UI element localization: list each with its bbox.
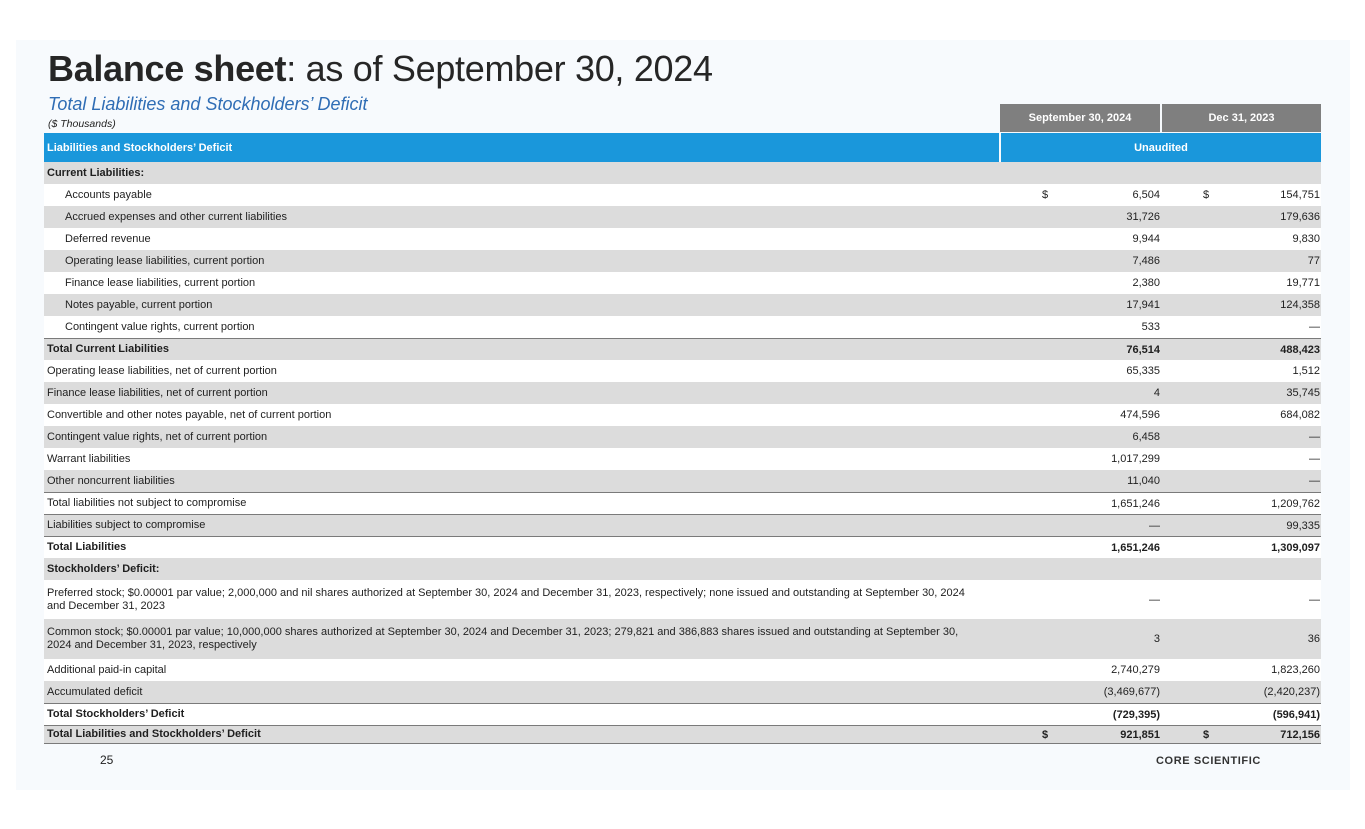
value-2024: 474,596 bbox=[1120, 409, 1160, 421]
value-2023: 154,751 bbox=[1280, 189, 1320, 201]
balance-sheet-table bbox=[44, 133, 1321, 744]
row-label: Preferred stock; $0.00001 par value; 2,000,000 and nil shares authorized at September 30, 2024 and December 31, 2023, respectively; none issued and outstanding at September 30, 2024 and December 31, 2023 bbox=[47, 586, 965, 612]
row-label: Contingent value rights, current portion bbox=[65, 320, 255, 333]
value-2023: 1,309,097 bbox=[1271, 541, 1320, 554]
table-row bbox=[44, 426, 1321, 448]
table-row bbox=[44, 659, 1321, 681]
table-row bbox=[44, 681, 1321, 703]
table-row bbox=[44, 228, 1321, 250]
value-2024: 1,017,299 bbox=[1111, 453, 1160, 465]
value-2023: 1,512 bbox=[1292, 365, 1320, 377]
value-2023: 1,209,762 bbox=[1271, 497, 1320, 510]
value-2023: 77 bbox=[1307, 255, 1320, 267]
table-row bbox=[44, 580, 1321, 619]
row-label: Accrued expenses and other current liabilities bbox=[65, 210, 287, 223]
value-2023: (596,941) bbox=[1272, 708, 1320, 721]
row-label: Liabilities subject to compromise bbox=[47, 519, 206, 531]
row-label: Convertible and other notes payable, net of current portion bbox=[47, 408, 332, 421]
table-row bbox=[44, 294, 1321, 316]
value-2023: 36 bbox=[1307, 633, 1320, 645]
table-row bbox=[44, 514, 1321, 536]
company-logo: CORE SCIENTIFIC bbox=[1156, 755, 1261, 767]
row-label: Contingent value rights, net of current portion bbox=[47, 430, 268, 443]
table-row bbox=[44, 703, 1321, 725]
value-2024: 6,458 bbox=[1132, 431, 1160, 443]
units-note: ($ Thousands) bbox=[48, 118, 116, 130]
value-2023: 179,636 bbox=[1280, 211, 1320, 223]
value-2024: 2,380 bbox=[1132, 277, 1160, 289]
column-header-sep-2024: September 30, 2024 bbox=[1000, 104, 1160, 132]
table-row bbox=[44, 558, 1321, 580]
value-2024: 76,514 bbox=[1126, 343, 1160, 356]
value-2023: — bbox=[1309, 475, 1320, 487]
row-label: Additional paid-in capital bbox=[47, 663, 167, 676]
value-2024: 11,040 bbox=[1127, 475, 1160, 487]
row-label: Accounts payable bbox=[65, 188, 152, 201]
table-row bbox=[44, 338, 1321, 360]
row-label: Total Liabilities and Stockholders’ Deficit bbox=[47, 728, 261, 740]
row-label: Warrant liabilities bbox=[47, 452, 131, 465]
table-row bbox=[44, 536, 1321, 558]
row-label: Operating lease liabilities, net of current portion bbox=[47, 364, 277, 377]
table-row bbox=[44, 272, 1321, 294]
row-label: Deferred revenue bbox=[65, 232, 151, 245]
value-2023: — bbox=[1309, 593, 1320, 606]
table-row bbox=[44, 206, 1321, 228]
unaudited-label: Unaudited bbox=[1134, 141, 1188, 154]
value-2023: (2,420,237) bbox=[1263, 686, 1320, 698]
value-2024: 9,944 bbox=[1132, 233, 1160, 245]
column-header-dec-2023: Dec 31, 2023 bbox=[1162, 104, 1321, 132]
value-2024: 3 bbox=[1153, 633, 1160, 645]
value-2023: 124,358 bbox=[1280, 299, 1320, 311]
value-2023: 19,771 bbox=[1286, 277, 1320, 289]
row-label: Current Liabilities: bbox=[47, 166, 145, 179]
table-row bbox=[44, 470, 1321, 492]
row-label: Stockholders’ Deficit: bbox=[47, 562, 160, 575]
row-label: Accumulated deficit bbox=[47, 685, 143, 698]
row-label: Finance lease liabilities, net of current portion bbox=[47, 386, 268, 399]
value-2024: — bbox=[1149, 519, 1160, 532]
value-2023: — bbox=[1309, 321, 1320, 333]
slide bbox=[16, 40, 1350, 790]
value-2023: 9,830 bbox=[1292, 233, 1320, 245]
row-label: Total Liabilities bbox=[47, 541, 127, 553]
table-row bbox=[44, 725, 1321, 744]
value-2023: 99,335 bbox=[1286, 519, 1320, 532]
value-2024: 65,335 bbox=[1126, 365, 1160, 377]
value-2023: — bbox=[1309, 453, 1320, 465]
value-2023: 1,823,260 bbox=[1271, 664, 1320, 676]
value-2024: (3,469,677) bbox=[1103, 686, 1160, 698]
row-label: Common stock; $0.00001 par value; 10,000,000 shares authorized at September 30, 2024 and December 31, 2023; 279,821 and 386,883 shares issued and outstanding at September 30, 2024 and December 31, 2023, respectively bbox=[47, 626, 959, 651]
value-2024: 7,486 bbox=[1132, 255, 1160, 267]
value-2024: 921,851 bbox=[1120, 728, 1160, 741]
page-number: 25 bbox=[100, 753, 114, 767]
table-row bbox=[44, 250, 1321, 272]
value-2023: — bbox=[1309, 431, 1320, 443]
value-2023: 684,082 bbox=[1280, 409, 1320, 421]
dollar-sign-2023: $ bbox=[1203, 728, 1210, 741]
value-2024: — bbox=[1149, 593, 1160, 606]
value-2023: 488,423 bbox=[1280, 343, 1320, 356]
value-2024: 1,651,246 bbox=[1111, 541, 1160, 554]
table-row bbox=[44, 360, 1321, 382]
page-subtitle: Total Liabilities and Stockholders’ Deficit bbox=[48, 94, 368, 114]
table-row bbox=[44, 162, 1321, 184]
value-2024: 2,740,279 bbox=[1111, 664, 1160, 676]
table-row bbox=[44, 448, 1321, 470]
table-row bbox=[44, 619, 1321, 659]
value-2024: 533 bbox=[1141, 321, 1160, 333]
row-label: Other noncurrent liabilities bbox=[47, 474, 175, 487]
table-row bbox=[44, 382, 1321, 404]
value-2023: 712,156 bbox=[1280, 728, 1320, 741]
table-row bbox=[44, 404, 1321, 426]
row-label: Total liabilities not subject to compromise bbox=[47, 497, 247, 509]
value-2024: 1,651,246 bbox=[1111, 497, 1160, 510]
page-title: Balance sheet: as of September 30, 2024 bbox=[48, 48, 713, 89]
value-2024: (729,395) bbox=[1112, 708, 1160, 721]
table-row bbox=[44, 316, 1321, 338]
table-section-header bbox=[44, 133, 1321, 162]
row-label: Total Current Liabilities bbox=[47, 343, 170, 355]
value-2024: 17,941 bbox=[1126, 299, 1160, 311]
dollar-sign-2023: $ bbox=[1203, 189, 1210, 201]
row-label: Finance lease liabilities, current portion bbox=[65, 276, 256, 289]
dollar-sign-2024: $ bbox=[1042, 728, 1049, 741]
value-2023: 35,745 bbox=[1286, 387, 1320, 399]
row-label: Notes payable, current portion bbox=[65, 298, 213, 311]
section-header-label: Liabilities and Stockholders’ Deficit bbox=[47, 141, 233, 154]
table-row bbox=[44, 184, 1321, 206]
value-2024: 6,504 bbox=[1132, 189, 1160, 201]
table-row bbox=[44, 492, 1321, 514]
row-label: Operating lease liabilities, current portion bbox=[65, 254, 265, 267]
dollar-sign-2024: $ bbox=[1042, 189, 1049, 201]
row-label: Total Stockholders’ Deficit bbox=[47, 708, 185, 720]
value-2024: 4 bbox=[1153, 387, 1160, 399]
value-2024: 31,726 bbox=[1126, 211, 1160, 223]
